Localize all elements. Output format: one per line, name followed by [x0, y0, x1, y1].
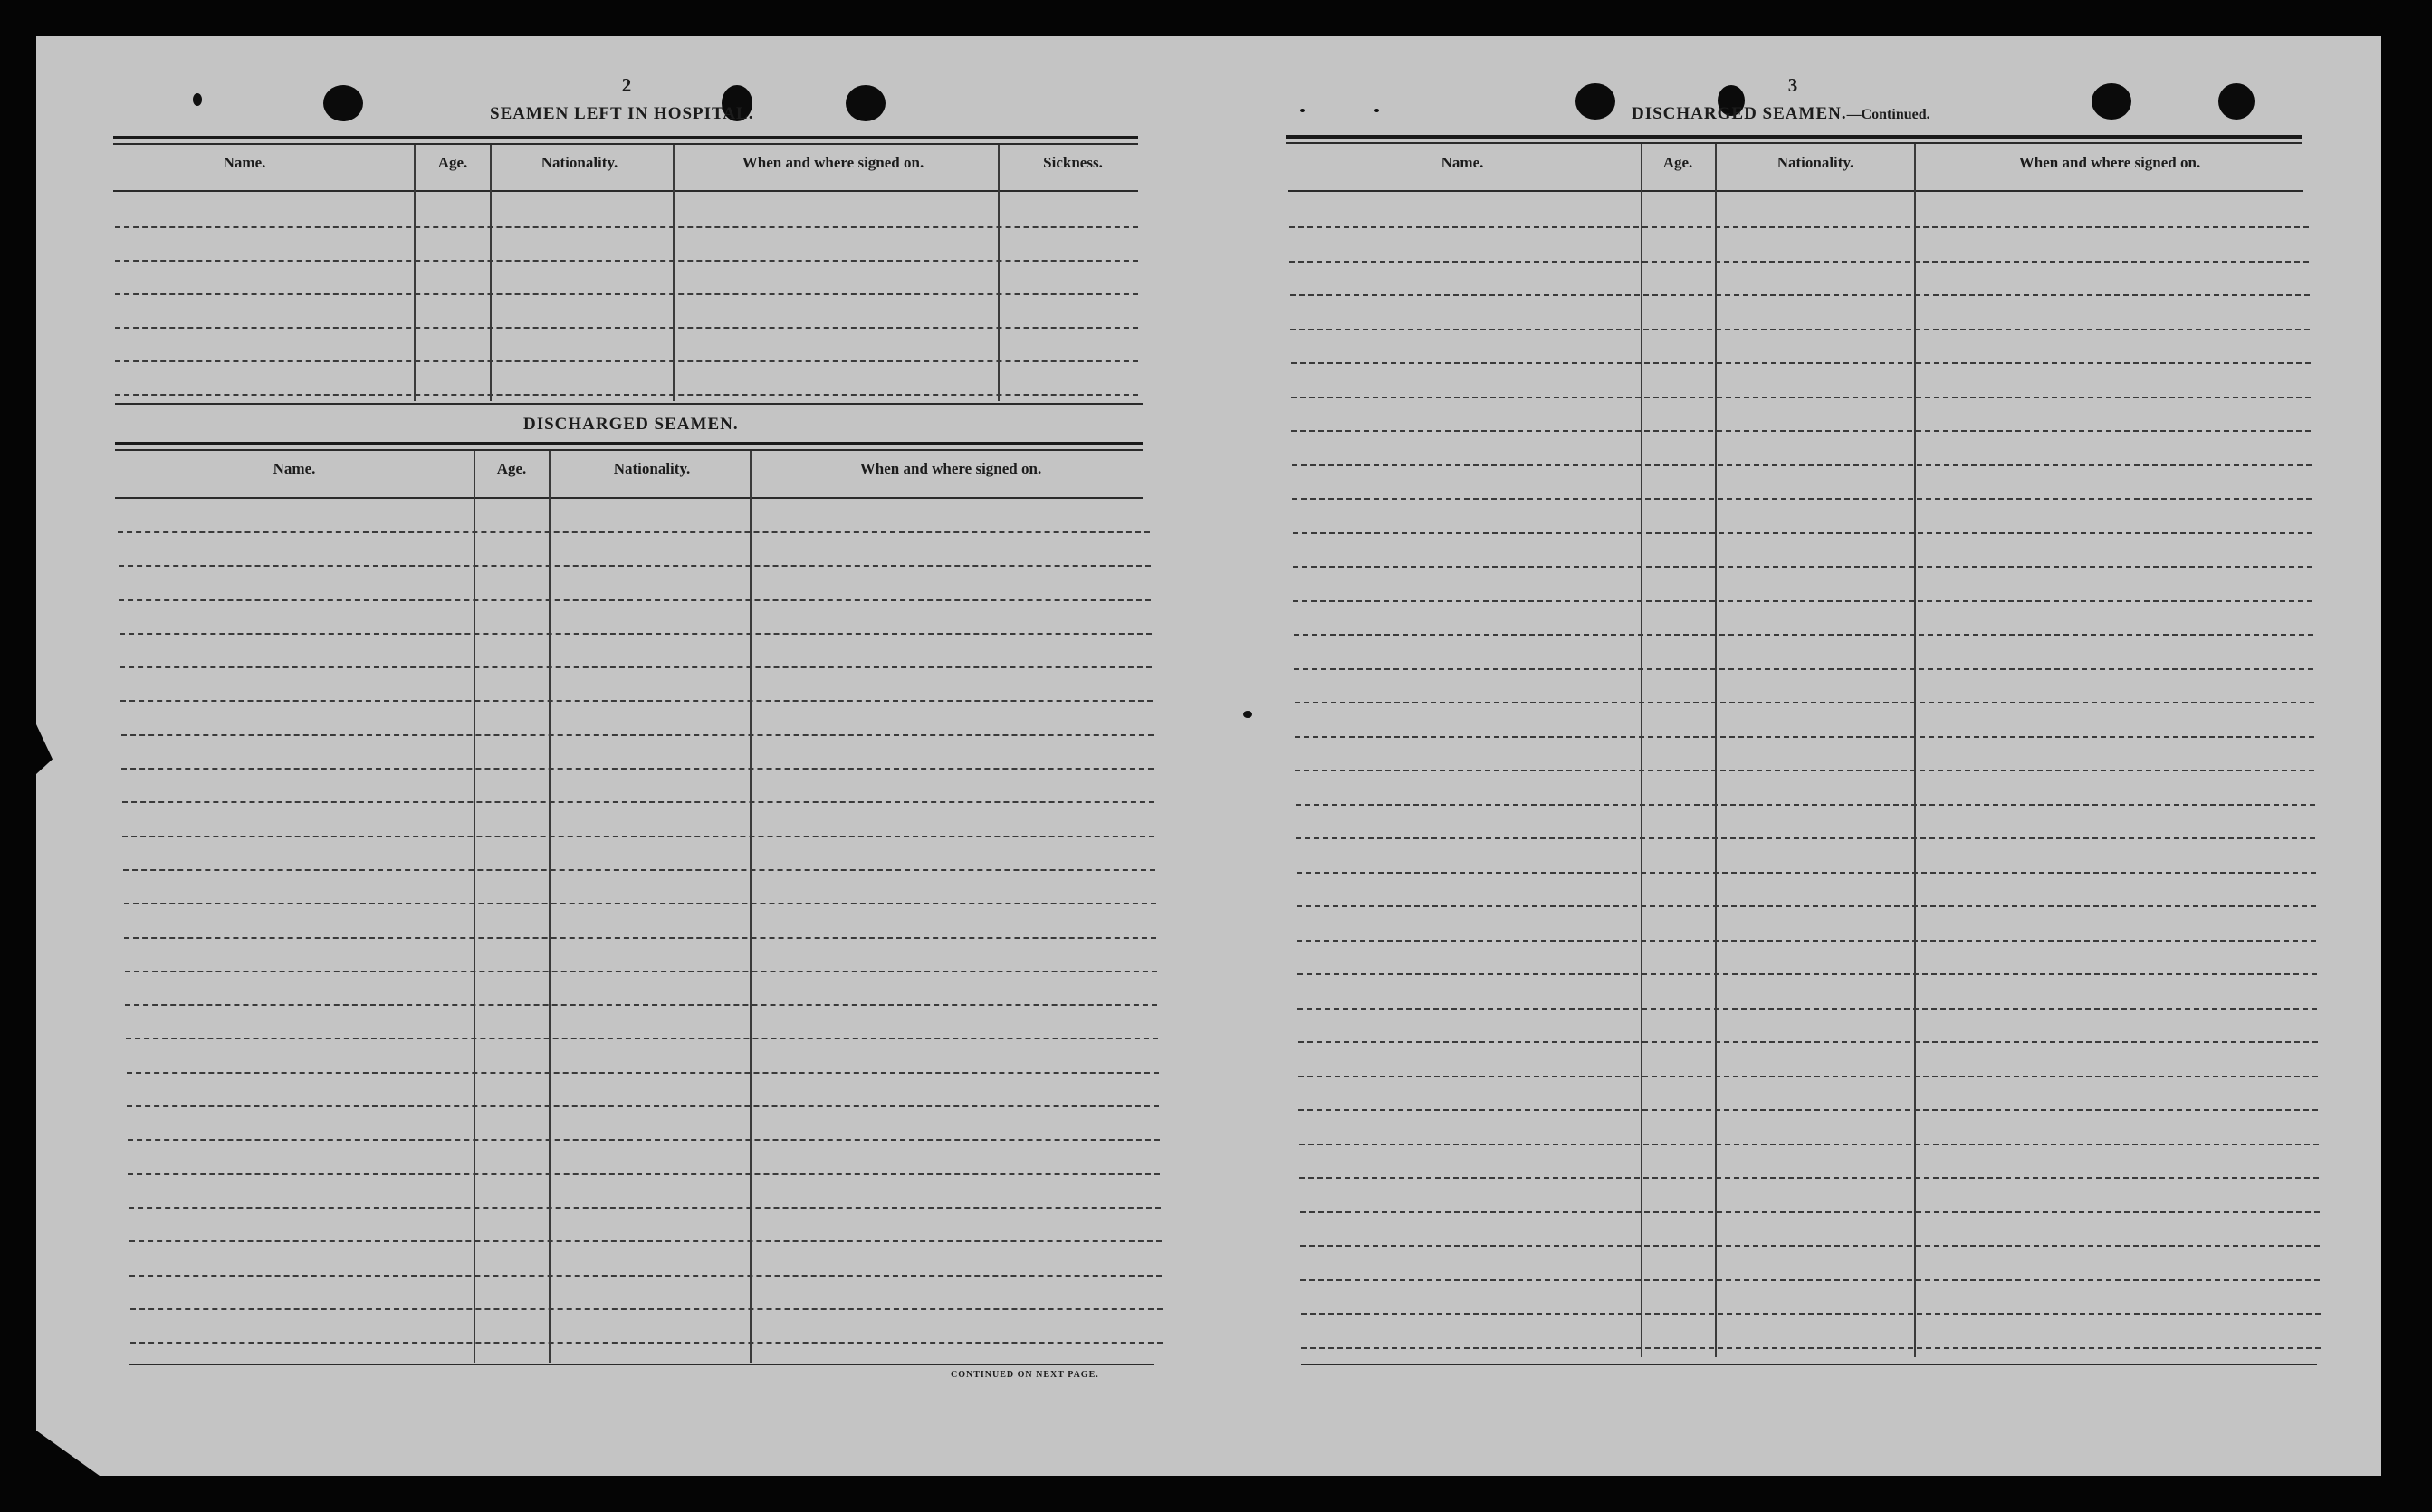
entry-line	[1297, 872, 2316, 874]
continued-suffix: —Continued.	[1846, 107, 1930, 122]
entry-line	[1299, 1144, 2319, 1145]
hospital-top-rule-inner	[113, 143, 1138, 145]
discharged-continued-title	[1632, 104, 1930, 124]
entry-line	[122, 801, 1154, 803]
entry-line	[1298, 1041, 2318, 1043]
entry-line	[124, 903, 1156, 904]
col-header-age: Age.	[437, 154, 468, 171]
entry-line	[128, 1139, 1160, 1141]
hospital-col-divider	[490, 145, 492, 401]
entry-line	[121, 768, 1154, 770]
entry-line	[119, 599, 1151, 601]
ink-speck	[1374, 109, 1379, 112]
discharged-header-rule	[115, 497, 1143, 499]
ledger-sheet	[36, 36, 2381, 1476]
ink-speck	[1243, 711, 1252, 718]
col-header-nationality: Nationality.	[541, 154, 618, 171]
continued-col-divider	[1641, 144, 1642, 1357]
entry-line	[1291, 430, 2311, 432]
discharged-bottom-rule	[129, 1364, 1154, 1365]
entry-line	[1297, 973, 2317, 975]
hospital-col-divider	[673, 145, 675, 401]
entry-line	[1294, 634, 2313, 636]
hospital-col-divider	[414, 145, 416, 401]
entry-line	[125, 1004, 1157, 1006]
hospital-bottom-rule	[115, 403, 1143, 405]
col-header-signed-on: When and where signed on.	[859, 460, 1042, 477]
col-header-age: Age.	[496, 460, 527, 477]
entry-line	[1295, 702, 2314, 703]
entry-line	[1301, 1313, 2321, 1315]
col-header-signed-on: When and where signed on.	[2018, 154, 2201, 171]
entry-line	[130, 1342, 1163, 1344]
entry-line	[115, 260, 1138, 262]
continued-top-rule	[1286, 135, 2302, 139]
discharged-top-rule	[115, 442, 1143, 445]
ink-speck	[1300, 109, 1305, 112]
entry-line	[1297, 940, 2316, 942]
hospital-header-rule	[113, 190, 1138, 192]
punch-hole	[1575, 83, 1615, 120]
entry-line	[125, 971, 1157, 972]
entry-line	[1291, 397, 2311, 398]
hospital-col-divider	[998, 145, 1000, 401]
entry-line	[1298, 1076, 2318, 1077]
entry-line	[1295, 770, 2314, 771]
entry-line	[115, 327, 1138, 329]
entry-line	[1289, 226, 2309, 228]
ink-speck	[193, 93, 202, 106]
continued-header-rule	[1288, 190, 2303, 192]
entry-line	[129, 1207, 1161, 1209]
punch-hole	[2218, 83, 2255, 120]
entry-line	[1295, 736, 2314, 738]
entry-line	[122, 836, 1154, 837]
discharged-section-title: DISCHARGED SEAMEN.	[523, 415, 739, 434]
entry-line	[1289, 261, 2309, 263]
entry-line	[1290, 294, 2310, 296]
hospital-section-title: SEAMEN LEFT IN HOSPITAL.	[490, 104, 754, 123]
entry-line	[1291, 362, 2311, 364]
discharged-col-divider	[549, 451, 551, 1363]
entry-line	[1297, 1008, 2317, 1010]
entry-line	[130, 1308, 1163, 1310]
entry-line	[115, 226, 1138, 228]
entry-line	[1293, 600, 2312, 602]
col-header-nationality: Nationality.	[1776, 154, 1854, 171]
entry-line	[1300, 1245, 2320, 1247]
entry-line	[127, 1072, 1159, 1074]
continued-bottom-rule	[1301, 1364, 2317, 1365]
col-header-age: Age.	[1662, 154, 1693, 171]
entry-line	[123, 869, 1155, 871]
page-number-right: 3	[1787, 74, 1798, 96]
entry-line	[120, 666, 1152, 668]
entry-line	[119, 565, 1151, 567]
col-header-sickness: Sickness.	[1043, 154, 1103, 171]
page-number-left: 2	[621, 74, 632, 96]
col-header-nationality: Nationality.	[613, 460, 691, 477]
col-header-name: Name.	[273, 460, 316, 477]
entry-line	[120, 700, 1153, 702]
entry-line	[120, 633, 1152, 635]
entry-line	[126, 1038, 1158, 1039]
hospital-top-rule	[113, 136, 1138, 139]
entry-line	[1301, 1347, 2321, 1349]
entry-line	[115, 360, 1138, 362]
entry-line	[129, 1275, 1162, 1277]
entry-line	[1300, 1211, 2320, 1213]
entry-line	[1292, 498, 2312, 500]
discharged-col-divider	[474, 451, 475, 1363]
discharged-col-divider	[750, 451, 752, 1363]
entry-line	[1293, 566, 2312, 568]
continued-note: CONTINUED ON NEXT PAGE.	[951, 1370, 1099, 1380]
entry-line	[127, 1105, 1159, 1107]
continued-top-rule-inner	[1286, 142, 2302, 144]
entry-line	[115, 394, 1138, 396]
entry-line	[1292, 464, 2312, 466]
entry-line	[1290, 329, 2310, 330]
punch-hole	[2092, 83, 2131, 120]
continued-col-divider	[1914, 144, 1916, 1357]
entry-line	[129, 1240, 1162, 1242]
col-header-name: Name.	[1441, 154, 1484, 171]
entry-line	[1296, 804, 2315, 806]
entry-line	[1293, 532, 2312, 534]
entry-line	[1296, 837, 2315, 839]
entry-line	[115, 293, 1138, 295]
continued-col-divider	[1715, 144, 1717, 1357]
col-header-name: Name.	[223, 154, 266, 171]
entry-line	[121, 734, 1154, 736]
col-header-signed-on: When and where signed on.	[742, 154, 924, 171]
entry-line	[124, 937, 1156, 939]
entry-line	[128, 1173, 1160, 1175]
punch-hole	[323, 85, 363, 121]
entry-line	[1299, 1177, 2319, 1179]
entry-line	[1300, 1279, 2320, 1281]
entry-line	[1298, 1109, 2318, 1111]
discharged-continued-title-main: DISCHARGED SEAMEN.	[1632, 104, 1847, 123]
discharged-top-rule-inner	[115, 449, 1143, 451]
punch-hole	[846, 85, 886, 121]
entry-line	[1297, 905, 2316, 907]
entry-line	[1294, 668, 2313, 670]
entry-line	[118, 531, 1150, 533]
